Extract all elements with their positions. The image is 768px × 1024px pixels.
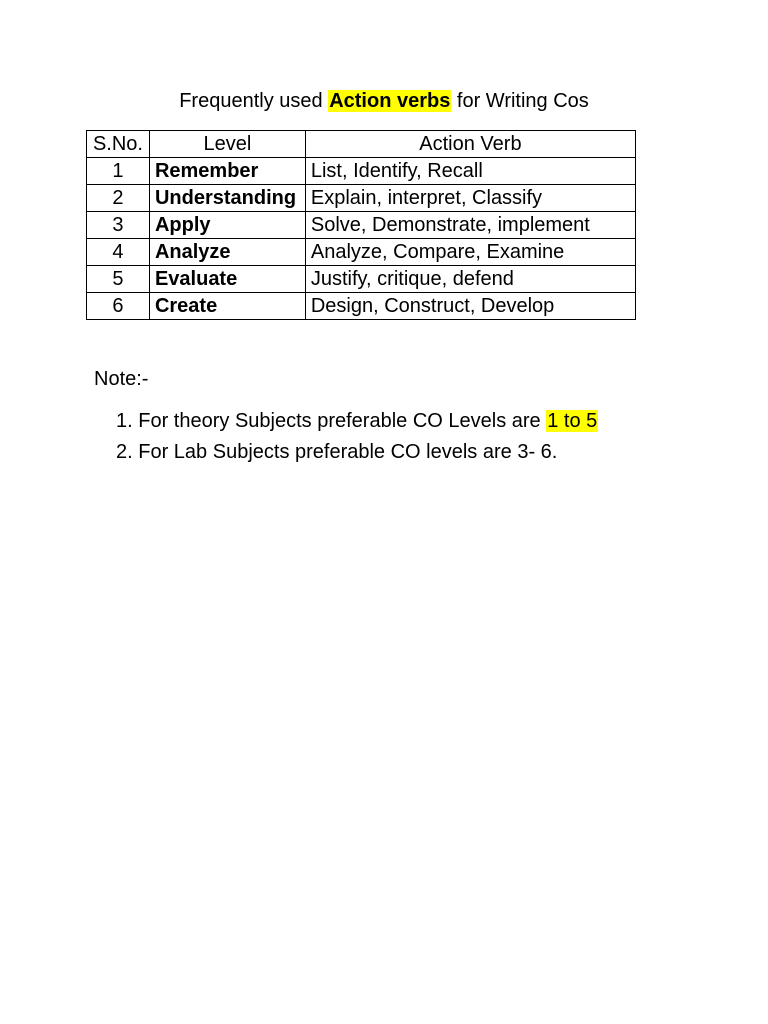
row-sno: 4 bbox=[87, 239, 150, 266]
table-row bbox=[87, 293, 636, 320]
notes-list bbox=[116, 406, 598, 468]
row-level: Understanding bbox=[149, 185, 305, 212]
row-sno: 6 bbox=[87, 293, 150, 320]
table-row bbox=[87, 239, 636, 266]
row-action-verbs: Solve, Demonstrate, implement bbox=[305, 212, 635, 239]
note-text: For Lab Subjects preferable CO levels are 3- 6. bbox=[138, 441, 558, 463]
note-number: 2. bbox=[116, 441, 133, 463]
row-level: Analyze bbox=[149, 239, 305, 266]
row-sno: 1 bbox=[87, 158, 150, 185]
table-row bbox=[87, 158, 636, 185]
row-sno: 3 bbox=[87, 212, 150, 239]
list-item bbox=[116, 406, 598, 437]
row-level: Evaluate bbox=[149, 266, 305, 293]
row-action-verbs: Design, Construct, Develop bbox=[305, 293, 635, 320]
action-verbs-table bbox=[86, 130, 636, 320]
row-sno: 5 bbox=[87, 266, 150, 293]
note-text: For theory Subjects preferable CO Levels are bbox=[138, 410, 547, 432]
row-action-verbs: List, Identify, Recall bbox=[305, 158, 635, 185]
row-level: Create bbox=[149, 293, 305, 320]
row-level: Apply bbox=[149, 212, 305, 239]
row-action-verbs: Explain, interpret, Classify bbox=[305, 185, 635, 212]
table-row bbox=[87, 212, 636, 239]
title-highlight: Action verbs bbox=[329, 90, 451, 112]
note-highlight: 1 to 5 bbox=[547, 410, 598, 432]
note-number: 1. bbox=[116, 410, 133, 432]
row-sno: 2 bbox=[87, 185, 150, 212]
header-sno: S.No. bbox=[87, 131, 150, 158]
header-action-verb: Action Verb bbox=[305, 131, 635, 158]
page-title bbox=[0, 88, 768, 114]
note-heading: Note:- bbox=[94, 368, 149, 390]
title-prefix: Frequently used bbox=[179, 90, 329, 112]
table-row bbox=[87, 266, 636, 293]
row-action-verbs: Analyze, Compare, Examine bbox=[305, 239, 635, 266]
list-item bbox=[116, 437, 598, 468]
header-level: Level bbox=[149, 131, 305, 158]
row-level: Remember bbox=[149, 158, 305, 185]
row-action-verbs: Justify, critique, defend bbox=[305, 266, 635, 293]
table-header-row bbox=[87, 131, 636, 158]
title-suffix: for Writing Cos bbox=[451, 90, 589, 112]
table-row bbox=[87, 185, 636, 212]
